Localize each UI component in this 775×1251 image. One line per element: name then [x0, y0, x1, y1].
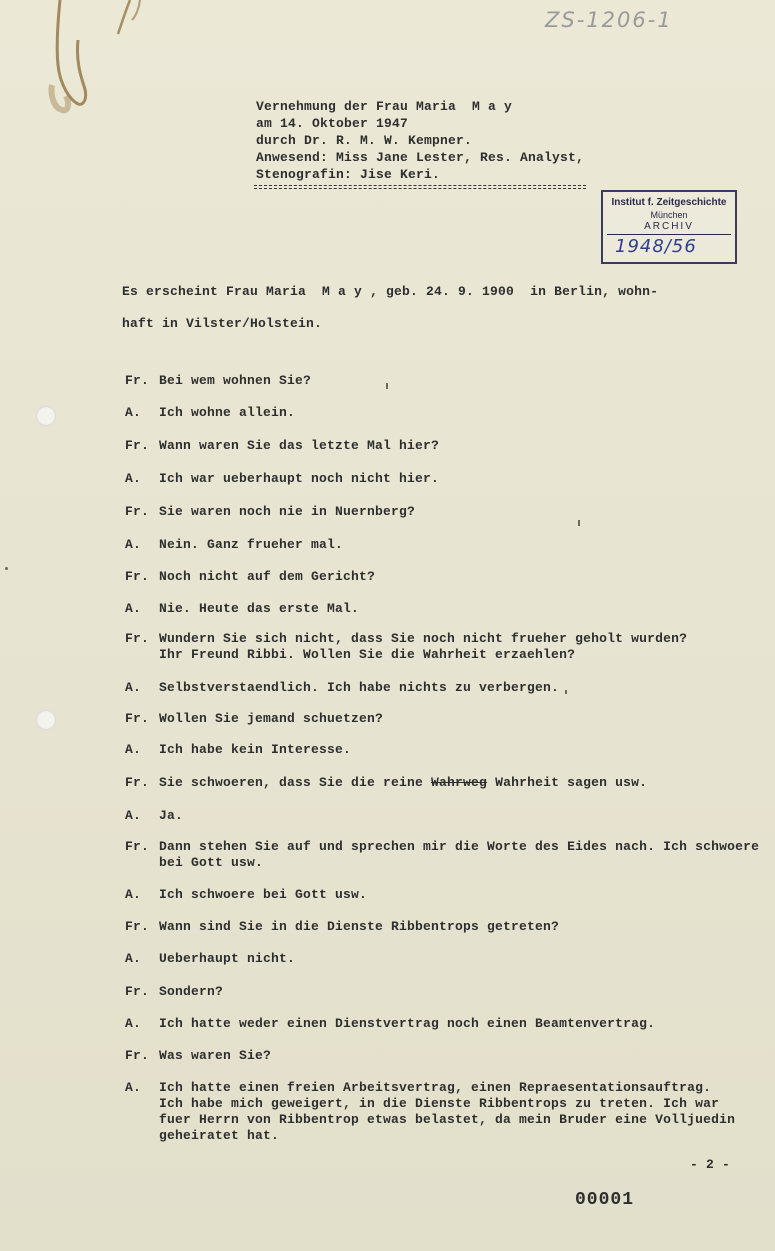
qa-entry: [125, 742, 352, 757]
qa-text: Dann stehen Sie auf und sprechen mir die Worte des Eides nach. Ich schwoere: [159, 839, 760, 854]
qa-entry: [125, 373, 312, 388]
speaker-label: Fr.: [125, 631, 150, 646]
header-line: Stenografin: Jise Keri.: [256, 167, 441, 182]
speaker-label: A.: [125, 951, 142, 966]
stamp-number: 1948/56: [615, 236, 697, 257]
header-line: Anwesend: Miss Jane Lester, Res. Analyst,: [256, 150, 585, 165]
speaker-label: Fr.: [125, 1048, 150, 1063]
qa-text: Wundern Sie sich nicht, dass Sie noch nicht frueher geholt wurden?: [159, 631, 688, 646]
header-line: durch Dr. R. M. W. Kempner.: [256, 133, 473, 148]
qa-text: Ihr Freund Ribbi. Wollen Sie die Wahrheit erzaehlen?: [159, 647, 576, 662]
speaker-label: A.: [125, 471, 142, 486]
qa-text: bei Gott usw.: [159, 855, 264, 870]
qa-entry: [125, 839, 760, 870]
qa-entry: [125, 808, 184, 823]
struck-word: Wahrweg: [431, 775, 488, 790]
qa-entry: [125, 471, 440, 486]
qa-entry: [125, 601, 360, 616]
page-number: - 2 -: [690, 1157, 731, 1172]
qa-entry: [125, 569, 376, 584]
speaker-label: A.: [125, 1016, 142, 1031]
punch-hole: [36, 406, 56, 426]
qa-text: Nie. Heute das erste Mal.: [159, 601, 360, 616]
header-rule: [254, 185, 586, 186]
punch-hole: [36, 710, 56, 730]
qa-entry: [125, 537, 344, 552]
qa-text: Nein. Ganz frueher mal.: [159, 537, 344, 552]
stamp-institute: Institut f. Zeitgeschichte: [611, 197, 727, 208]
qa-text: Ja.: [159, 808, 184, 823]
speaker-label: A.: [125, 1080, 142, 1095]
qa-text: Wann waren Sie das letzte Mal hier?: [159, 438, 440, 453]
speaker-label: Fr.: [125, 919, 150, 934]
qa-entry: [125, 951, 296, 966]
qa-text: Ich wohne allein.: [159, 405, 296, 420]
qa-entry: [125, 775, 648, 790]
qa-entry: [125, 984, 224, 999]
speaker-label: Fr.: [125, 504, 150, 519]
paper-speck: [565, 690, 567, 694]
qa-text: fuer Herrn von Ribbentrop etwas belastet, da mein Bruder eine Volljuedin: [159, 1112, 736, 1127]
qa-text: Ich schwoere bei Gott usw.: [159, 887, 368, 902]
intro-paragraph: [122, 276, 658, 340]
qa-text: Bei wem wohnen Sie?: [159, 373, 312, 388]
qa-text: Sie schwoeren, dass Sie die reine Wahrweg Wahrheit sagen usw.: [159, 775, 648, 790]
speaker-label: Fr.: [125, 373, 150, 388]
speaker-label: Fr.: [125, 839, 150, 854]
qa-entry: [125, 919, 560, 934]
stamp-divider: [607, 234, 731, 235]
speaker-label: A.: [125, 742, 142, 757]
header-line: am 14. Oktober 1947: [256, 116, 409, 131]
qa-text: Wollen Sie jemand schuetzen?: [159, 711, 384, 726]
speaker-label: Fr.: [125, 438, 150, 453]
qa-text: geheiratet hat.: [159, 1128, 280, 1143]
archive-stamp: [601, 190, 737, 264]
speaker-label: Fr.: [125, 711, 150, 726]
interrogation-header: [256, 98, 584, 183]
speaker-label: A.: [125, 680, 142, 695]
qa-text: Ich habe kein Interesse.: [159, 742, 352, 757]
qa-entry: [125, 1016, 656, 1031]
qa-text: Was waren Sie?: [159, 1048, 272, 1063]
paper-speck: [386, 383, 388, 389]
qa-text: Ich hatte einen freien Arbeitsvertrag, einen Repraesentationsauftrag.: [159, 1080, 712, 1095]
paper-speck: [578, 520, 580, 526]
qa-entry: [125, 631, 688, 662]
header-line: Vernehmung der Frau Maria M a y: [256, 99, 513, 114]
stamp-archive: ARCHIV: [644, 221, 694, 232]
paper-speck: [5, 567, 8, 570]
qa-text: Ich war ueberhaupt noch nicht hier.: [159, 471, 440, 486]
qa-text: Sie waren noch nie in Nuernberg?: [159, 504, 416, 519]
qa-text: Noch nicht auf dem Gericht?: [159, 569, 376, 584]
intro-line: Es erscheint Frau Maria M a y , geb. 24. 9. 1900 in Berlin, wohn-: [122, 284, 659, 299]
qa-entry: [125, 1048, 272, 1063]
speaker-label: Fr.: [125, 984, 150, 999]
header-rule: [254, 188, 586, 189]
speaker-label: A.: [125, 537, 142, 552]
document-number: 00001: [575, 1190, 635, 1210]
qa-text: Sondern?: [159, 984, 224, 999]
qa-entry: [125, 504, 416, 519]
speaker-label: Fr.: [125, 775, 150, 790]
qa-text: Ich hatte weder einen Dienstvertrag noch einen Beamtenvertrag.: [159, 1016, 656, 1031]
qa-text: Wann sind Sie in die Dienste Ribbentrops getreten?: [159, 919, 560, 934]
ink-stain-mark: [40, 0, 150, 115]
qa-entry: [125, 1080, 736, 1143]
qa-entry: [125, 711, 384, 726]
qa-text: Selbstverstaendlich. Ich habe nichts zu verbergen.: [159, 680, 560, 695]
speaker-label: A.: [125, 601, 142, 616]
stamp-city: München: [650, 210, 688, 220]
speaker-label: A.: [125, 405, 142, 420]
handwritten-reference: ZS-1206-1: [545, 8, 673, 32]
speaker-label: Fr.: [125, 569, 150, 584]
qa-entry: [125, 405, 296, 420]
intro-line: haft in Vilster/Holstein.: [122, 316, 323, 331]
qa-entry: [125, 887, 368, 902]
speaker-label: A.: [125, 887, 142, 902]
speaker-label: A.: [125, 808, 142, 823]
qa-entry: [125, 438, 440, 453]
qa-text: Ich habe mich geweigert, in die Dienste Ribbentrops zu treten. Ich war: [159, 1096, 720, 1111]
qa-text: Ueberhaupt nicht.: [159, 951, 296, 966]
qa-entry: [125, 680, 560, 695]
